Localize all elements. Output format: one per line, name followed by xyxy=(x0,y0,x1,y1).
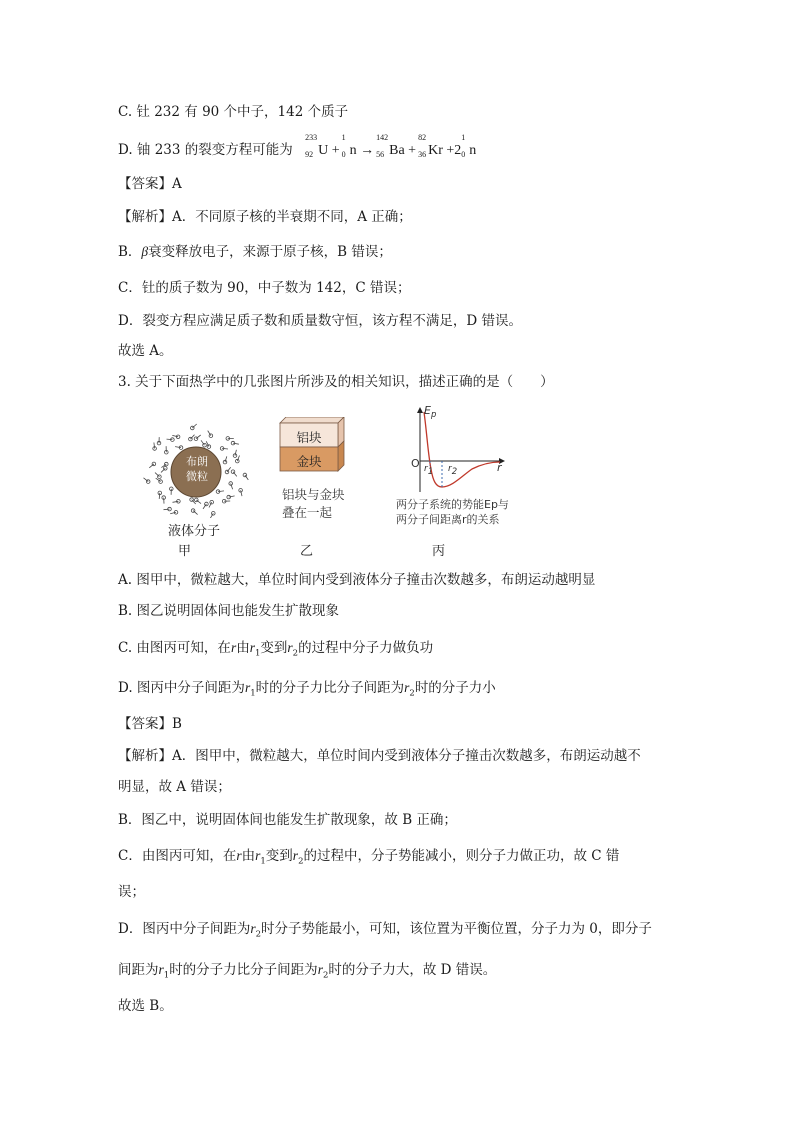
molecule-trail xyxy=(159,493,160,499)
n2-charge: 0 xyxy=(461,150,466,159)
q3-option-d: D. 图丙中分子间距为$r_1$时的分子力比分子间距为$r_2$时的分子力小 xyxy=(118,680,496,699)
q2-analysis-c: C．钍的质子数为 90，中子数为 142，C 错误； xyxy=(118,280,411,296)
molecule-trail xyxy=(175,447,181,448)
r1-label: $r_1$ xyxy=(424,464,434,477)
molecule-trail xyxy=(222,448,228,449)
figure-label-bing: 丙 xyxy=(432,544,446,559)
r2-label: $r_2$ xyxy=(448,464,458,477)
particle-label: 布朗 微粒 xyxy=(186,455,208,483)
q2-analysis-b xyxy=(118,242,392,262)
ba-symbol: Ba xyxy=(389,143,405,158)
analysis-text: A．不同原子核的半衰期不同，A 正确； xyxy=(172,209,412,225)
q3-analysis-a: 【解析】A．图甲中，微粒越大，单位时间内受到液体分子撞击次数越多，布朗运动越不 xyxy=(118,748,641,764)
analysis-b-text: 衰变释放电子，来源于原子核，B 错误； xyxy=(148,244,392,260)
figure-bing-potential-curve xyxy=(400,404,508,496)
figure-label-yi: 乙 xyxy=(300,544,314,559)
aluminum-block-label: 铝块 xyxy=(296,430,322,445)
molecule-trail xyxy=(229,496,235,497)
analysis-b-prefix: B． xyxy=(118,244,142,260)
liquid-molecule xyxy=(212,512,216,516)
n-charge: 0 xyxy=(341,150,346,159)
q3-option-b: B. 图乙说明固体间也能发生扩散现象 xyxy=(118,603,340,619)
yi-note: 铝块与金块 叠在一起 xyxy=(282,487,345,520)
ba-charge: 56 xyxy=(376,150,385,159)
n-symbol: n xyxy=(349,143,357,158)
kr-mass: 82 xyxy=(418,133,427,142)
molecule-trail xyxy=(167,439,173,440)
origin-label: O xyxy=(411,457,420,470)
q3-analysis-c-cont: 误； xyxy=(118,884,145,900)
molecule-trail xyxy=(154,443,155,449)
reaction-arrow-icon: → xyxy=(360,143,375,158)
u-charge: 92 xyxy=(305,150,314,159)
q3-answer xyxy=(118,714,182,734)
q3-stem: 3. 关于下面热学中的几张图片所涉及的相关知识，描述正确的是（ ） xyxy=(118,374,554,390)
bing-note: 两分子系统的势能Ep与 两分子间距离r的关系 xyxy=(396,498,509,526)
potential-energy-curve xyxy=(424,412,500,487)
q3-analysis-d-cont: 间距为$r_1$时的分子力比分子间距为$r_2$时的分子力大，故 D 错误。 xyxy=(118,962,497,981)
q3-analysis-b: B．图乙中，说明固体间也能发生扩散现象，故 B 正确； xyxy=(118,812,457,828)
kr-charge: 36 xyxy=(418,150,427,159)
fission-equation: 233 92 U + 1 0 n → 142 56 Ba + 82 36 Kr +2 1 0 n xyxy=(305,133,477,159)
figure-label-jia: 甲 xyxy=(178,544,192,559)
beta-symbol: β xyxy=(141,244,149,259)
q3-option-a: A. 图甲中，微粒越大，单位时间内受到液体分子撞击次数越多，布朗运动越明显 xyxy=(118,572,596,588)
q2-conclusion: 故选 A。 xyxy=(118,343,173,359)
analysis-tag: 【解析】 xyxy=(118,748,172,764)
q3-analysis-d: D．图丙中分子间距为$r_2$时分子势能最小，可知，该位置为平衡位置，分子力为 0，即分子 xyxy=(118,921,652,940)
ba-mass: 142 xyxy=(376,133,389,142)
answer-tag: 【答案】 xyxy=(118,176,172,192)
r-axis-label: r xyxy=(497,461,502,474)
kr-symbol: Kr xyxy=(428,143,443,158)
q3-analysis-c: C．由图丙可知，在r由$r_1$变到$r_2$的过程中，分子势能减小，则分子力做正功，故 C 错 xyxy=(118,848,620,867)
q2-option-d xyxy=(118,133,477,161)
molecule-trail xyxy=(173,501,179,502)
q3-analysis-a-cont: 明显，故 A 错误； xyxy=(118,779,231,795)
molecule-trail xyxy=(233,443,239,444)
jia-caption: 液体分子 xyxy=(168,524,221,539)
n2-mass: 1 xyxy=(461,133,466,142)
answer-value: B xyxy=(172,716,182,732)
u-mass: 233 xyxy=(305,133,318,142)
n-mass: 1 xyxy=(341,133,346,142)
q3-option-c: C. 由图丙可知，在r由$r_1$变到$r_2$的过程中分子力做负功 xyxy=(118,640,434,659)
n2-coefficient: 2 xyxy=(454,143,462,158)
molecule-trail xyxy=(164,509,170,510)
q2-analysis-d: D．裂变方程应满足质子数和质量数守恒，该方程不满足，D 错误。 xyxy=(118,313,522,329)
analysis-tag: 【解析】 xyxy=(118,209,172,225)
answer-value: A xyxy=(172,176,182,192)
q3-conclusion: 故选 B。 xyxy=(118,998,173,1014)
gold-block-label: 金块 xyxy=(296,454,322,469)
q2-option-d-prefix: D. 铀 233 的裂变方程可能为 xyxy=(118,142,293,158)
answer-tag: 【答案】 xyxy=(118,716,172,732)
ep-axis-label: $E_p$ xyxy=(424,404,437,421)
q2-option-c: C. 钍 232 有 90 个中子，142 个质子 xyxy=(118,104,349,120)
molecule-trail xyxy=(218,491,224,492)
n2-symbol: n xyxy=(469,143,477,158)
q2-analysis-a xyxy=(118,207,412,227)
q2-answer xyxy=(118,174,182,194)
u-symbol: U xyxy=(318,143,329,158)
